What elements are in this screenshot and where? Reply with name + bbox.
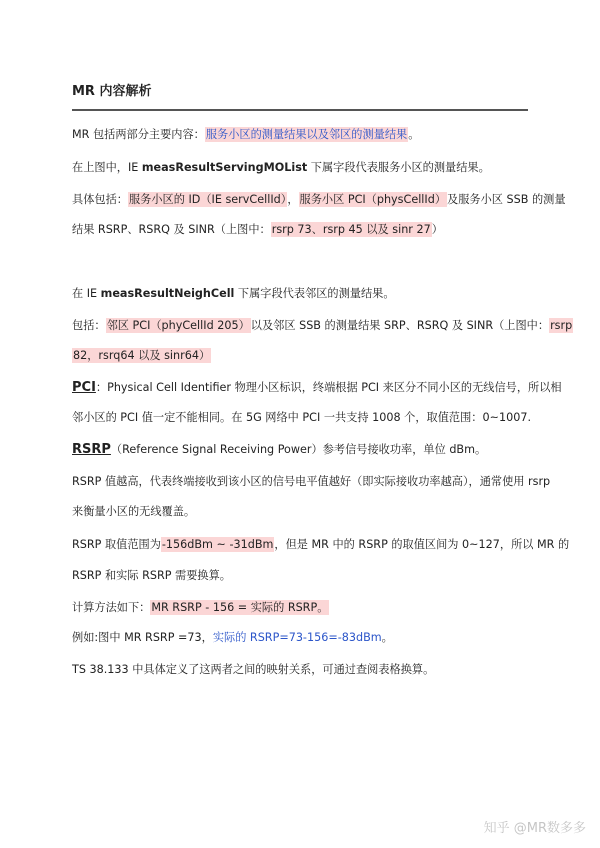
highlight: rsrp — [550, 319, 573, 332]
term-rsrp: RSRP — [72, 442, 111, 457]
paragraph-serving-details-line2: 结果 RSRP、RSRQ 及 SINR（上图中：rsrp 73、rsrp 45 以及 sinr 27） — [72, 223, 443, 236]
paragraph-pci-line1: PCI：Physical Cell Identifier 物理小区标识，终端根据 PCI 来区分不同小区的无线信号，所以相 — [72, 380, 562, 395]
highlight: MR RSRP - 156 = 实际的 RSRP。 — [151, 601, 329, 614]
highlight-blue: 服务小区的测量结果以及邻区的测量结果 — [205, 128, 408, 141]
paragraph-pci-line2: 邻小区的 PCI 值一定不能相同。在 5G 网络中 PCI 一共支持 1008 个，取值范围：0~1007. — [72, 411, 532, 424]
paragraph-neighbor-details-line1: 包括：邻区 PCI（phyCellId 205）以及邻区 SSB 的测量结果 SRP、RSRQ 及 SINR（上图中：rsrp — [72, 319, 573, 332]
paragraph-neighbor-ie: 在 IE measResultNeighCell 下属字段代表邻区的测量结果。 — [72, 287, 395, 300]
highlight: -156dBm ~ -31dBm — [161, 538, 274, 551]
term-pci: PCI — [72, 380, 96, 395]
paragraph-serving-details-line1: 具体包括：服务小区的 ID（IE servCellId），服务小区 PCI（physCellId）及服务小区 SSB 的测量 — [72, 193, 566, 206]
watermark: 知乎 @MR数多多 — [483, 821, 586, 836]
highlight: 邻区 PCI（phyCellId 205） — [106, 319, 250, 332]
paragraph-ts-reference: TS 38.133 中具体定义了这两者之间的映射关系，可通过查阅表格换算。 — [72, 663, 435, 676]
paragraph-serving-ie: 在上图中，IE measResultServingMOList 下属字段代表服务小区的测量结果。 — [72, 161, 490, 174]
section-heading: MR 内容解析 — [72, 84, 152, 99]
highlight: 服务小区 PCI（physCellId） — [299, 193, 447, 206]
paragraph-rsrp-range-line2: RSRP 和实际 RSRP 需要换算。 — [72, 569, 231, 582]
highlight: 服务小区的 ID（IE servCellId） — [128, 193, 287, 206]
paragraph-neighbor-details-line2 — [72, 348, 532, 364]
highlight: rsrp 73、rsrp 45 以及 sinr 27 — [271, 223, 431, 236]
heading-rule — [72, 109, 528, 111]
paragraph-calc-method: 计算方法如下：MR RSRP - 156 = 实际的 RSRP。 — [72, 601, 329, 614]
highlight: 82，rsrq64 以及 sinr64） — [73, 349, 211, 362]
blue-text: 实际的 RSRP=73-156=-83dBm — [212, 631, 382, 644]
paragraph-example: 例如:图中 MR RSRP =73，实际的 RSRP=73-156=-83dBm。 — [72, 631, 393, 644]
paragraph-mr-contents: MR 包括两部分主要内容：服务小区的测量结果以及邻区的测量结果。 — [72, 128, 420, 141]
paragraph-rsrp-definition: RSRP（Reference Signal Receiving Power）参考信号接收功率，单位 dBm。 — [72, 442, 487, 457]
paragraph-rsrp-meaning-line2: 来衡量小区的无线覆盖。 — [72, 505, 196, 518]
paragraph-rsrp-meaning-line1: RSRP 值越高，代表终端接收到该小区的信号电平值越好（即实际接收功率越高），通常使用 rsrp — [72, 475, 551, 488]
paragraph-rsrp-range-line1: RSRP 取值范围为-156dBm ~ -31dBm，但是 MR 中的 RSRP 的取值区间为 0~127，所以 MR 的 — [72, 538, 570, 551]
